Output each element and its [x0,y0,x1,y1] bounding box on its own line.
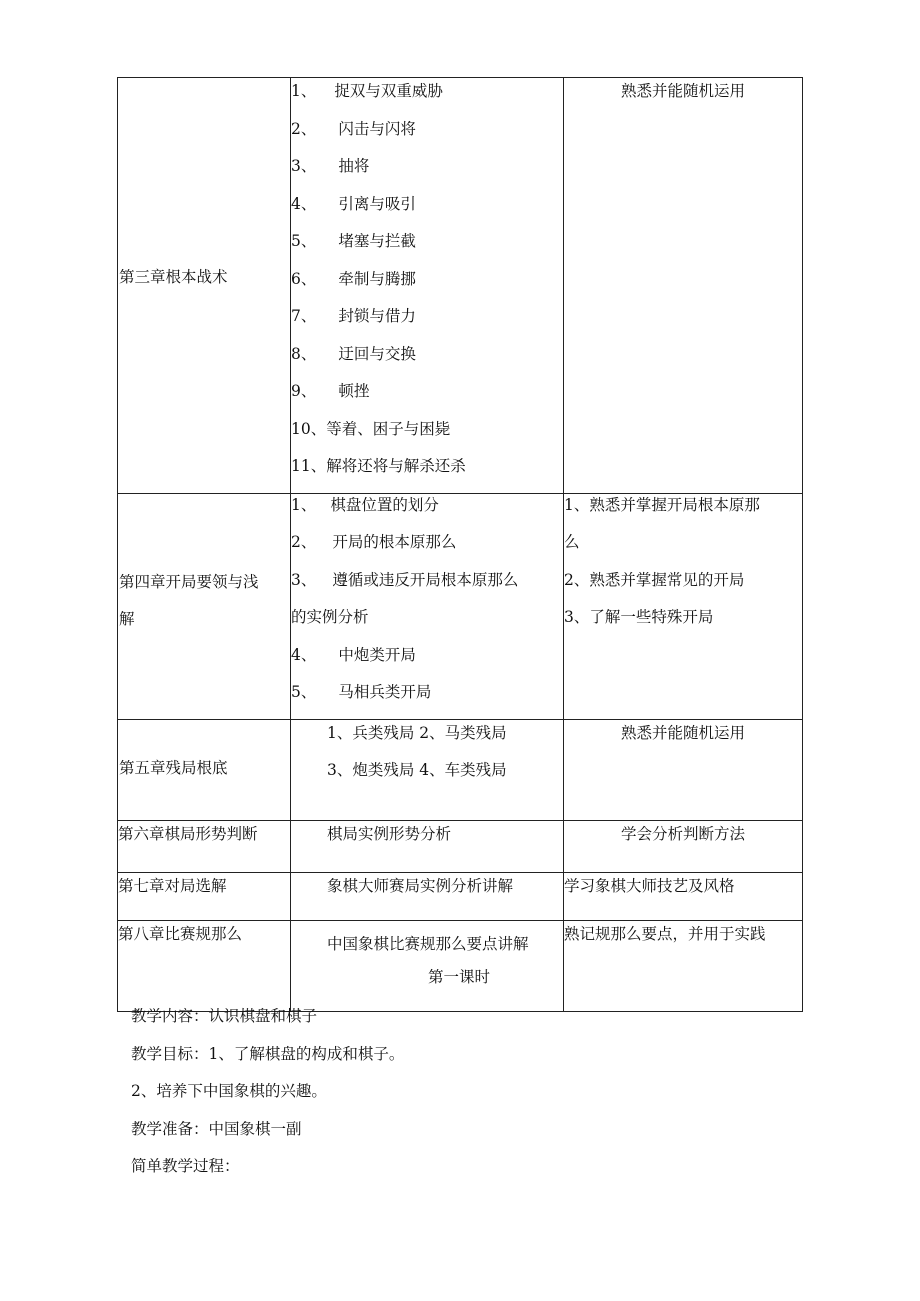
chapter-cell [118,872,291,920]
goal-cell [564,719,803,820]
lesson-objective-2: 2、培养下中国象棋的兴趣。 [131,1082,327,1100]
lesson-preparation: 教学准备：中国象棋一副 [131,1120,302,1138]
goal-cell [564,78,803,494]
table-row [118,493,803,719]
table-row [118,820,803,872]
goal-text: 么 [564,533,580,551]
topic-item: 象棋大师赛局实例分析讲解 [327,876,514,895]
chapter-cell [118,719,291,820]
topic-item: 9、 顿挫 [291,382,370,400]
topic-item: 2、 闪击与闪将 [291,119,416,138]
topic-item: 中国象棋比赛规那么要点讲解 [327,934,529,953]
topic-item: 11、解将还将与解杀还杀 [291,457,466,475]
chapter-title: 第八章比赛规那么 [118,924,243,943]
curriculum-table [117,77,803,1012]
table-row [118,78,803,494]
topic-item: 的实例分析 [291,608,369,626]
topic-item: 5、 堵塞与拦截 [291,232,416,250]
chapter-title: 第六章棋局形势判断 [118,824,258,843]
topic-item: 7、 封锁与借力 [291,307,416,325]
topics-cell [291,872,564,920]
goal-text: 熟悉并能随机运用 [620,82,745,100]
topics-cell [291,78,564,494]
topics-cell [291,493,564,719]
chapter-cell [118,820,291,872]
topic-item: 1、 棋盘位置的划分 [291,495,439,514]
topic-item: 3、 遵循或违反开局根本原那么 [291,570,519,589]
topic-item: 3、炮类残局 4、车类残局 [327,761,507,779]
topic-item: 4、 引离与吸引 [291,194,416,213]
goal-text: 学会分析判断方法 [620,824,745,843]
chapter-title: 第五章残局根底 [119,759,228,777]
chapter-title: 第七章对局选解 [118,876,227,895]
goal-text: 熟悉并能随机运用 [620,723,745,742]
topic-item: 3、 抽将 [291,157,370,175]
chapter-title: 第三章根本战术 [119,267,228,286]
chapter-cell [118,78,291,494]
goal-text: 3、了解一些特殊开局 [564,608,714,626]
goal-text: 1、熟悉并掌握开局根本原那 [564,495,760,514]
topic-item: 1、兵类残局 2、马类残局 [327,723,507,742]
topics-cell [291,820,564,872]
topic-item: 8、 迂回与交换 [291,344,416,363]
topics-cell [291,719,564,820]
topic-item: 棋局实例形势分析 [327,824,452,843]
topic-item: 6、 牵制与腾挪 [291,269,416,288]
goal-cell [564,493,803,719]
topic-item: 10、等着、困子与困毙 [291,419,451,438]
chapter-title: 第四章开局要领与浅 解 [119,573,259,628]
goal-cell [564,872,803,920]
lesson-content: 教学内容：认识棋盘和棋子 [131,1007,318,1025]
table-row [118,719,803,820]
lesson-objective: 教学目标：1、了解棋盘的构成和棋子。 [131,1045,405,1063]
goal-text: 2、熟悉并掌握常见的开局 [564,570,745,589]
topic-item: 4、 中炮类开局 [291,645,416,664]
chapter-cell [118,493,291,719]
topic-item: 2、 开局的根本原那么 [291,533,457,551]
topic-item: 5、 马相兵类开局 [291,683,432,701]
goal-text: 熟记规那么要点，并用于实践 [564,924,766,943]
table-row [118,872,803,920]
topic-item: 1、 捉双与双重威胁 [291,82,443,100]
goal-text: 学习象棋大师技艺及风格 [564,876,735,895]
lesson-title: 第一课时 [427,968,490,986]
lesson-process: 简单教学过程： [131,1157,240,1175]
goal-cell [564,820,803,872]
